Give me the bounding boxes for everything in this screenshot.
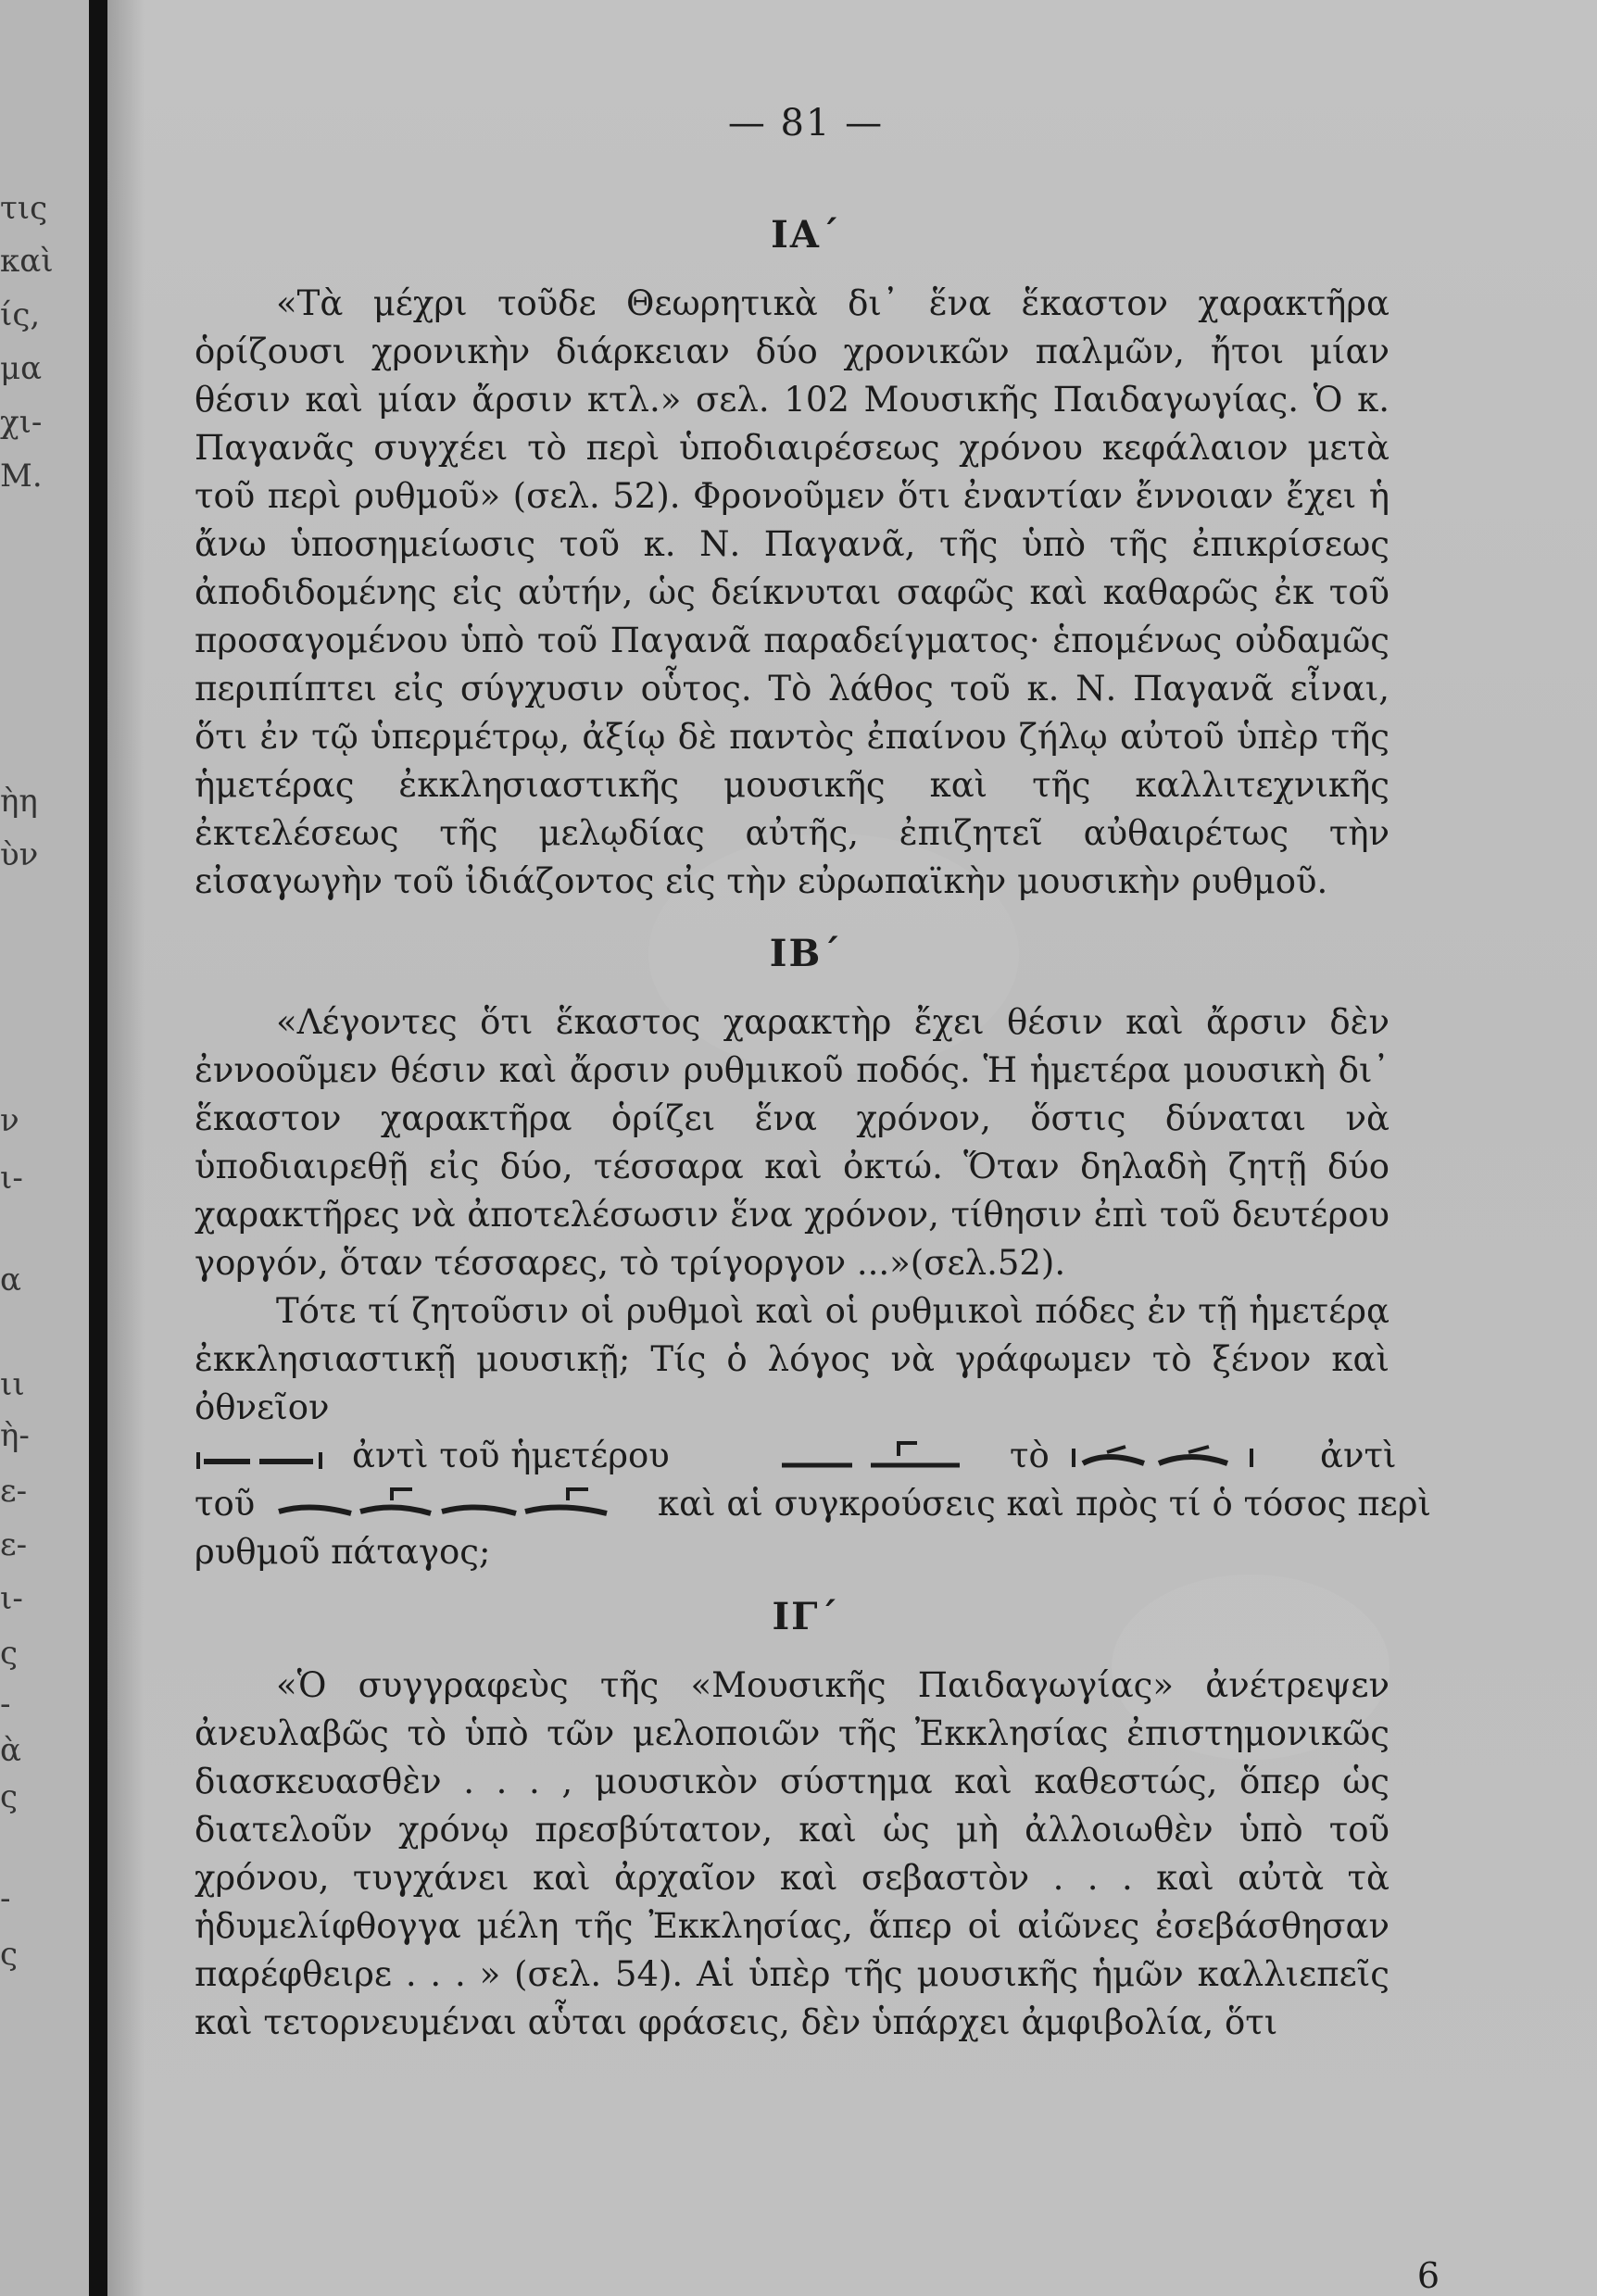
paragraph: «Ὁ συγγραφεὺς τῆς «Μουσικῆς Παιδαγωγίας» ἀνέτρεψεν ἀνευλαβῶς τὸ ὑπὸ τῶν μελοποιῶν τῆς Ἐκκλησίας ἐπιστημονικῶς διασκευασθὲν . . . , μουσικὸν σύστημα καὶ καθεστώς, ὅπερ ὡς διατελοῦν χρόνῳ πρεσβύτατον, καὶ ὡς μὴ ἀλλοιωθὲν ὑπὸ τοῦ χρόνου, τυγχάνει καὶ ἀρχαῖον καὶ σεβαστὸν . . . καὶ αὐτὰ τὰ ἡδυμελίφθογγα μέλη τῆς Ἐκκλησίας, ἅπερ οἱ αἰῶνες ἐσεβάσθησαν παρέφθειρε . . . » (σελ. 54). Αἱ ὑπὲρ τῆς μουσικῆς ἡμῶν καλλιεπεῖς καὶ τετορνευμέναι αὗται φράσεις, δὲν ὑπάρχει ἀμφιβολία, ὅτι <box>195 1665 1390 2042</box>
section-heading: ΙΑ΄ <box>771 213 841 257</box>
neume-text: τοῦ <box>195 1484 256 1524</box>
paragraph: «Λέγοντες ὅτι ἕκαστος χαρακτὴρ ἔχει θέσιν καὶ ἄρσιν δὲν ἐννοοῦμεν θέσιν καὶ ἄρσιν ρυθμικοῦ ποδός. Ἡ ἡμετέρα μουσικὴ δι᾽ ἕκαστον χαρακτῆρα ὁρίζει ἕνα χρόνον, ὅστις δύναται νὰ ὑποδιαιρεθῇ εἰς δύο, τέσσαρα καὶ ὀκτώ. Ὅταν δηλαδὴ ζητῇ δύο χαρακτῆρες νὰ ἀποτελέσωσιν ἕνα χρόνον, τίθησιν ἐπὶ τοῦ δευτέρου γοργόν, ὅταν τέσσαρες, τὸ τρίγοργον ...»(σελ.52). <box>195 1002 1390 1283</box>
page-content <box>195 102 1432 2047</box>
facing-fragment: - <box>0 1880 11 1917</box>
neume-example-line <box>195 1432 1397 1480</box>
neume-text: ἀντὶ τοῦ ἡμετέρου <box>352 1436 670 1475</box>
facing-fragment: μα <box>0 350 43 387</box>
neume-text: ἀντὶ <box>1320 1436 1397 1475</box>
facing-fragment: ς <box>0 1936 19 1973</box>
neume-text: καὶ αἱ συγκρούσεις καὶ πρὸς τί ὁ τόσος περὶ <box>658 1484 1432 1524</box>
facing-fragment: Μ. <box>0 458 43 495</box>
byzantine-neume-icon <box>1070 1436 1264 1476</box>
facing-fragment: καὶ <box>0 243 54 280</box>
facing-fragment: ε- <box>0 1473 28 1510</box>
facing-fragment: ι- <box>0 1160 23 1197</box>
signature-mark: 6 <box>1416 2255 1440 2296</box>
gutter-shadow <box>107 0 145 2296</box>
facing-fragment: - <box>0 1686 11 1723</box>
neume-text: τὸ <box>1010 1436 1050 1475</box>
page-number: — 81 — <box>727 102 885 144</box>
paragraph: ρυθμοῦ πάταγος; <box>195 1532 491 1572</box>
facing-fragment: α <box>0 1261 21 1299</box>
facing-fragment: ιι <box>0 1366 25 1403</box>
facing-fragment: ς <box>0 1635 19 1672</box>
facing-fragment: τις <box>0 190 48 227</box>
facing-fragment: χι- <box>0 404 43 441</box>
facing-fragment: ὴ- <box>0 1417 30 1454</box>
binding-gutter <box>89 0 107 2296</box>
neume-example-line <box>195 1480 1432 1528</box>
section-heading: ΙΓ΄ <box>772 1595 840 1638</box>
facing-page-margin <box>0 0 89 2296</box>
facing-fragment: ι- <box>0 1580 23 1617</box>
facing-fragment: ν <box>0 1102 19 1139</box>
facing-fragment: ε- <box>0 1526 28 1563</box>
section-heading: ΙΒ΄ <box>769 932 843 975</box>
facing-fragment: ὰ <box>0 1732 21 1769</box>
facing-fragment: ίς, <box>0 296 41 333</box>
rhythm-notation-icon <box>195 1436 324 1476</box>
byzantine-neume-icon <box>778 1436 963 1476</box>
byzantine-neume-icon <box>273 1484 625 1524</box>
paragraph: «Τὰ μέχρι τοῦδε Θεωρητικὰ δι᾽ ἕνα ἕκαστον χαρακτῆρα ὁρίζουσι χρονικὴν διάρκειαν δύο χρονικῶν παλμῶν, ἤτοι μίαν θέσιν καὶ μίαν ἄρσιν κτλ.» σελ. 102 Μουσικῆς Παιδαγωγίας. Ὁ κ. Παγανᾶς συγχέει τὸ περὶ ὑποδιαιρέσεως χρόνου κεφάλαιον μετὰ τοῦ περὶ ρυθμοῦ» (σελ. 52). Φρονοῦμεν ὅτι ἐναντίαν ἔννοιαν ἔχει ἡ ἄνω ὑποσημείωσις τοῦ κ. Ν. Παγανᾶ, τῆς ὑπὸ τῆς ἐπικρίσεως ἀποδιδομένης εἰς αὐτήν, ὡς δείκνυται σαφῶς καὶ καθαρῶς ἐκ τοῦ προσαγομένου ὑπὸ τοῦ Παγανᾶ παραδείγματος· ἑπομένως οὐδαμῶς περιπίπτει εἰς σύγχυσιν οὗτος. Τὸ λάθος τοῦ κ. Ν. Παγανᾶ εἶναι, ὅτι ἐν τῷ ὑπερμέτρῳ, ἀξίῳ δὲ παντὸς ἐπαίνου ζήλῳ αὐτοῦ ὑπὲρ τῆς ἡμετέρας ἐκκλησιαστικῆς μουσικῆς καὶ τῆς καλλιτεχνικῆς ἐκτελέσεως τῆς μελῳδίας αὐτῆς, ἐπιζητεῖ αὐθαιρέτως τὴν εἰσαγωγὴν τοῦ ἰδιάζοντος εἰς τὴν εὐρωπαϊκὴν μουσικὴν ρυθμοῦ. <box>195 283 1390 901</box>
paragraph: Τότε τί ζητοῦσιν οἱ ρυθμοὶ καὶ οἱ ρυθμικοὶ πόδες ἐν τῇ ἡμετέρᾳ ἐκκλησιαστικῇ μουσικῇ; Τίς ὁ λόγος νὰ γράφωμεν τὸ ξένον καὶ ὀθνεῖον <box>195 1291 1390 1427</box>
facing-fragment: ὺν <box>0 836 39 873</box>
facing-fragment: ς <box>0 1778 19 1815</box>
facing-fragment: ὴη <box>0 783 38 820</box>
